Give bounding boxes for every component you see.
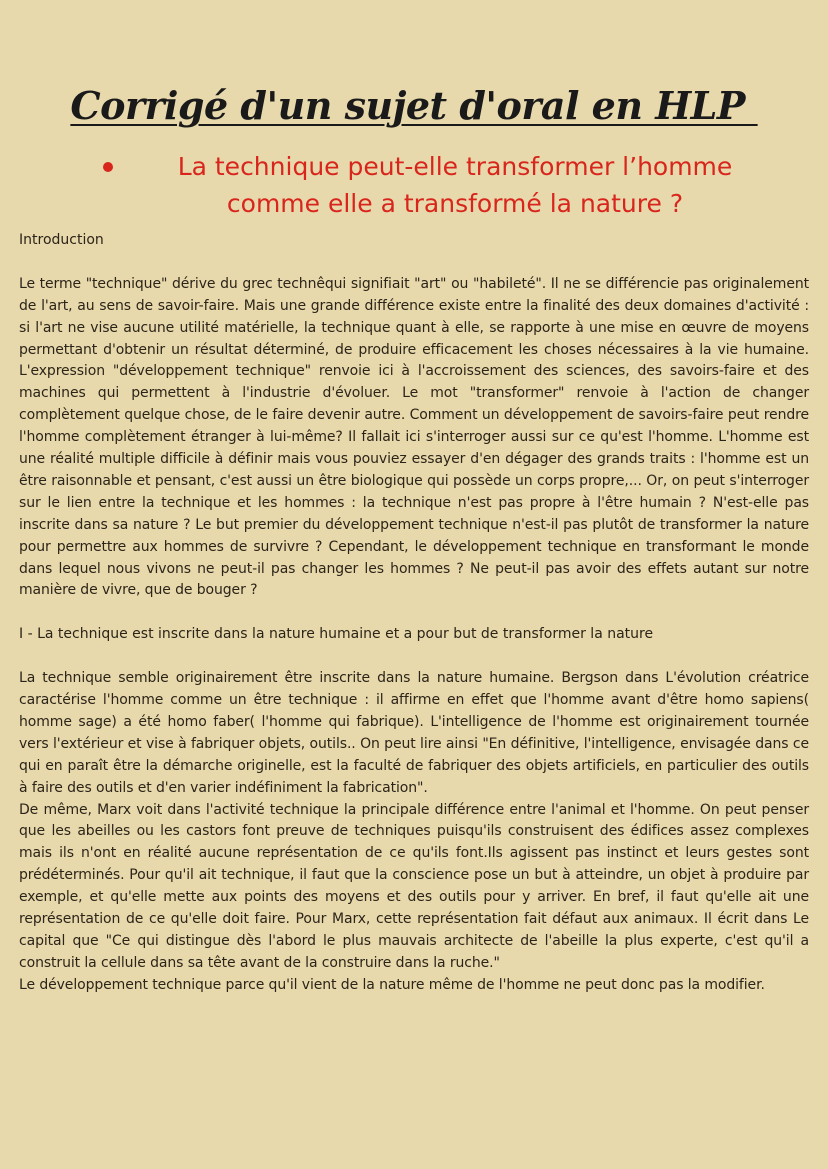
document-title: Corrigé d'un sujet d'oral en HLP bbox=[70, 83, 758, 128]
bullet-icon bbox=[103, 162, 113, 172]
question-bullet-item bbox=[19, 148, 809, 222]
spacer bbox=[19, 602, 809, 624]
spacer bbox=[19, 252, 809, 274]
spacer bbox=[19, 646, 809, 668]
part1-paragraph-3: Le développement technique parce qu'il vient de la nature même de l'homme ne peut donc pas la modifier. bbox=[19, 976, 765, 993]
part1-heading: I - La technique est inscrite dans la nature humaine et a pour but de transformer la nature bbox=[19, 626, 654, 643]
introduction-paragraph: Le terme "technique" dérive du grec technêqui signifiait "art" ou "habileté". Il ne se différencie pas originalement de l'art, au sens de savoir-faire. Mais une grande différence existe entre la finalité des deux domaines d'activité : si l'art ne vise aucune utilité matérielle, la technique quant à elle, se rapporte à une mise en œuvre de moyens permettant d'obtenir un résultat déterminé, de produire efficacement les choses nécessaires à la vie humaine. L'expression "développement technique" renvoie ici à l'accroissement des sciences, des savoirs-faire et des machines qui permettent à l'industrie d'évoluer. Le mot "transformer" renvoie à l'action de changer complètement quelque chose, de le faire devenir autre. Comment un développement de savoirs-faire peut rendre l'homme complètement étranger à lui-même? Il fallait ici s'interroger aussi sur ce qu'est l'homme. L'homme est une réalité multiple difficile à définir mais vous pouviez essayer d'en dégager des grands traits : l'homme est un être raisonnable et pensant, c'est aussi un être biologique qui possède un corps propre,... Or, on peut s'interroger sur le lien entre la technique et les hommes : la technique n'est pas propre à l'être humain ? N'est-elle pas inscrite dans sa nature ? Le but premier du développement technique n'est-il pas plutôt de transformer la nature pour permettre aux hommes de survivre ? Cependant, le développement technique en transformant le monde dans lequel nous vivons ne peut-il pas changer les hommes ? Ne peut-il pas avoir des effets autant sur notre manière de vivre, que de bouger ? bbox=[19, 275, 809, 599]
introduction-heading: Introduction bbox=[19, 232, 104, 248]
part1-paragraph-2: De même, Marx voit dans l'activité technique la principale différence entre l'animal et l'homme. On peut penser que les abeilles ou les castors font preuve de techniques puisqu'ils construisent des édifices assez complexes mais ils n'ont en réalité aucune représentation de ce qu'ils font.Ils agissent pas instinct et leurs gestes sont prédéterminés. Pour qu'il ait technique, il faut que la conscience pose un but à atteindre, un objet à produire par exemple, et qu'elle mette aux points des moyens et des outils pour y arriver. En bref, il faut qu'elle ait une représentation de ce qu'elle doit faire. Pour Marx, cette représentation fait défaut aux animaux. Il écrit dans Le capital que "Ce qui distingue dès l'abord le plus mauvais architecte de l'abeille la plus experte, c'est qu'il a construit la cellule dans sa tête avant de la construire dans la ruche." bbox=[19, 801, 809, 971]
part1-paragraph-1: La technique semble originairement être inscrite dans la nature humaine. Bergson dans L'évolution créatrice caractérise l'homme comme un être technique : il affirme en effet que l'homme avant d'être homo sapiens( homme sage) a été homo faber( l'homme qui fabrique). L'intelligence de l'homme est originairement tournée vers l'extérieur et vise à fabriquer objets, outils.. On peut lire ainsi "En définitive, l'intelligence, envisagée dans ce qui en paraît être la démarche originelle, est la faculté de fabriquer des objets artificiels, en particulier des outils à faire des outils et d'en varier indéfiniment la fabrication". bbox=[19, 670, 809, 796]
question-text: La technique peut-elle transformer l’homme comme elle a transformé la nature ? bbox=[177, 152, 733, 218]
